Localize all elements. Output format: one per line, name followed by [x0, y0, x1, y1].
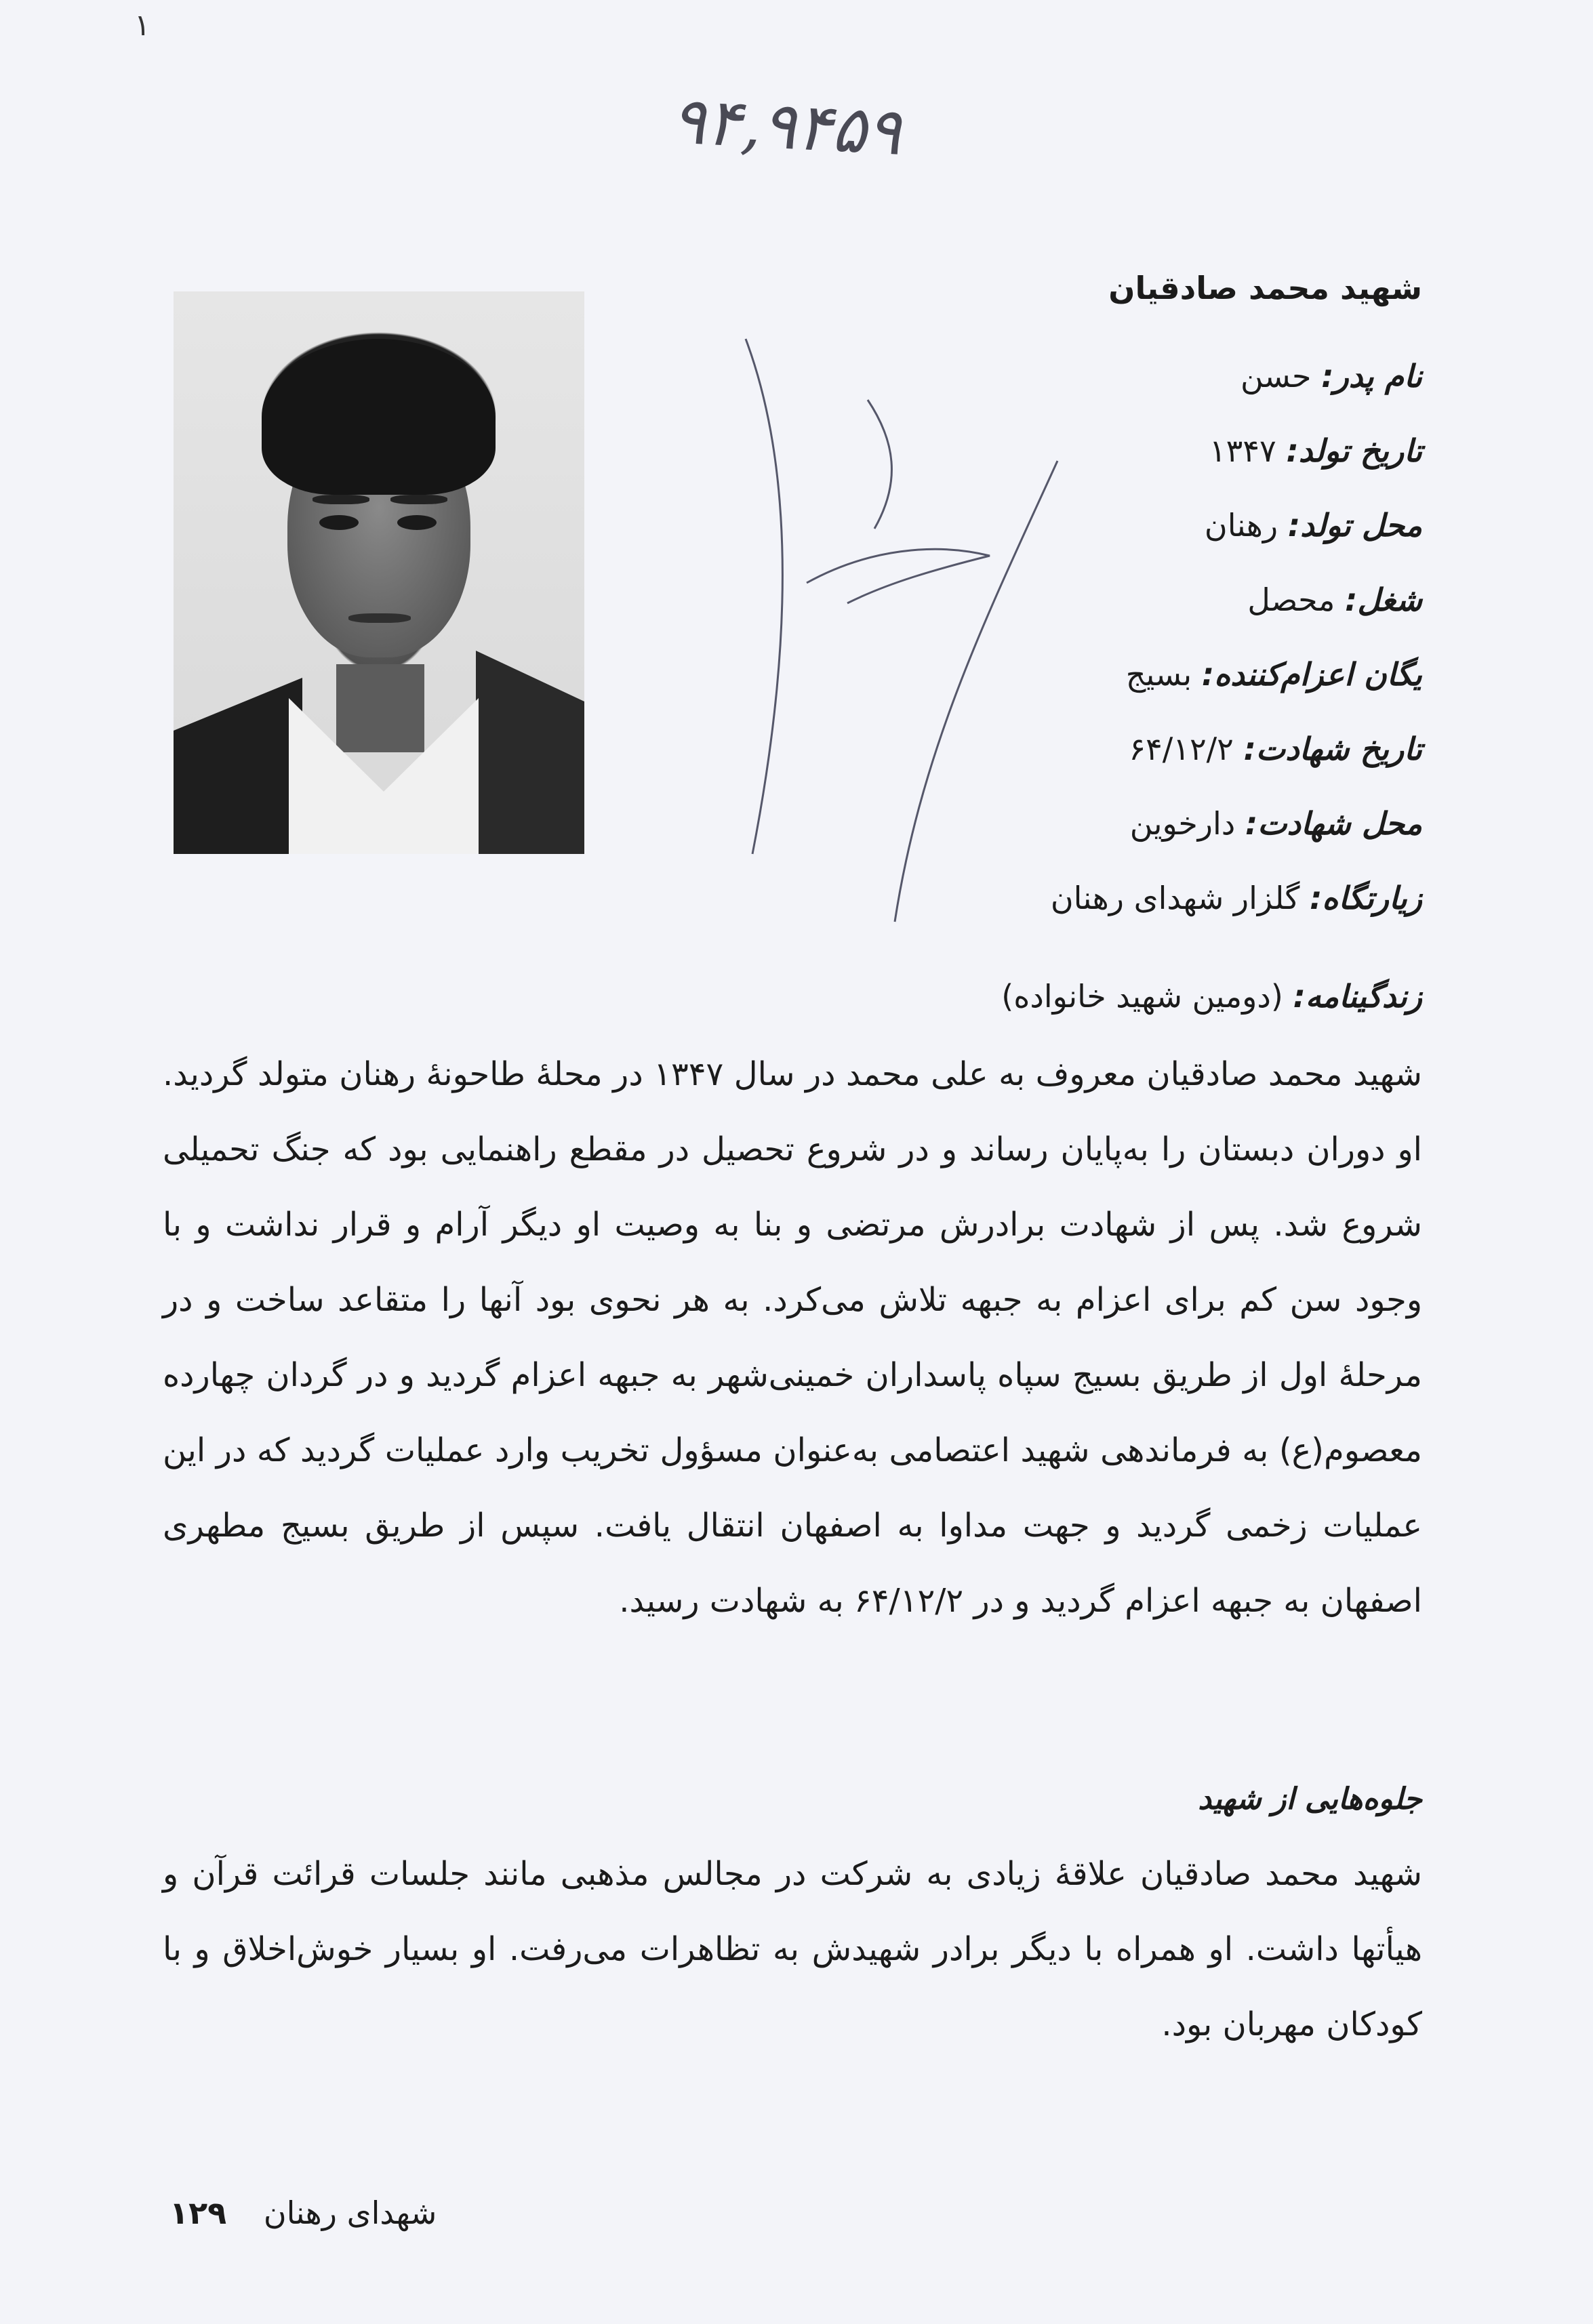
- photo-brow-right: [390, 495, 447, 504]
- info-row-birth-place: محل تولد: رهنان: [1204, 507, 1422, 544]
- handwritten-number: ۹۴,۹۴۵۹: [669, 82, 904, 170]
- corner-mark: ۱: [134, 8, 150, 43]
- portrait-photo: [174, 291, 584, 854]
- page-footer: [169, 2195, 437, 2231]
- martyr-name-title: شهید محمد صادقیان: [1108, 270, 1422, 306]
- photo-jacket-right: [476, 651, 584, 854]
- photo-mouth: [348, 613, 411, 623]
- info-row-unit: یگان اعزام‌کننده: بسیج: [1125, 656, 1422, 693]
- photo-jacket-left: [174, 678, 302, 854]
- info-row-burial-place: زیارتگاه: گلزار شهدای رهنان: [1050, 880, 1422, 916]
- photo-eye-left: [319, 515, 359, 530]
- martyr-info-block: [643, 258, 1422, 935]
- biography-text: شهید محمد صادقیان معروف به علی محمد در سال ۱۳۴۷ در محلهٔ طاحونهٔ رهنان متولد گردید. او دوران دبستان را به‌پایان رساند و در شروع تحصیل در مقطع راهنمایی بود که جنگ تحمیلی شروع شد. پس از شهادت برادرش مرتضی و بنا به وصیت او دیگر آرام و قرار نداشت و با وجود سن کم برای اعزام به جبهه تلاش می‌کرد. به هر نحوی بود آنها را متقاعد ساخت و در مرحلهٔ اول از طریق بسیج سپاه پاسداران خمینی‌شهر به جبهه اعزام گردید و در گردان چهارده معصوم(ع) به فرماندهی شهید اعتصامی به‌عنوان مسؤول تخریب وارد عملیات گردید که در این عملیات زخمی گردید و جهت مداوا به اصفهان انتقال یافت. سپس از طریق بسیج مطهری اصفهان به جبهه اعزام گردید و در ۶۴/۱۲/۲ به شهادت رسید.: [163, 1055, 1423, 1620]
- footer-book-title: شهدای رهنان: [263, 2195, 437, 2231]
- page-number: ۱۲۹: [169, 2195, 227, 2231]
- photo-neck: [336, 664, 424, 752]
- info-row-father: نام پدر: حسن: [1241, 358, 1422, 394]
- biography-note: (دومین شهید خانواده): [1001, 978, 1283, 1015]
- glimpses-text: شهید محمد صادقیان علاقهٔ زیادی به شرکت در مجالس مذهبی مانند جلسات قرائت قرآن و هیأتها داشت. او همراه با دیگر برادر شهیدش به تظاهرات می‌رفت. او بسیار خوش‌اخلاق و با کودکان مهربان بود.: [163, 1855, 1422, 2043]
- photo-hair: [262, 339, 496, 495]
- photo-brow-left: [312, 495, 369, 504]
- info-row-occupation: شغل: محصل: [1247, 582, 1422, 618]
- biography-section: [163, 956, 1422, 1639]
- biography-heading: [163, 956, 1422, 1037]
- info-row-birth-date: تاریخ تولد: ۱۳۴۷: [1209, 432, 1422, 469]
- photo-eye-right: [397, 515, 437, 530]
- info-row-martyrdom-date: تاریخ شهادت: ۶۴/۱۲/۲: [1129, 731, 1422, 767]
- biography-label: زندگینامه:: [1293, 978, 1422, 1015]
- glimpses-section: [163, 1762, 1422, 2062]
- info-row-martyrdom-place: محل شهادت: دارخوین: [1129, 805, 1422, 842]
- glimpses-heading: جلوه‌هایی از شهید: [1198, 1782, 1422, 1816]
